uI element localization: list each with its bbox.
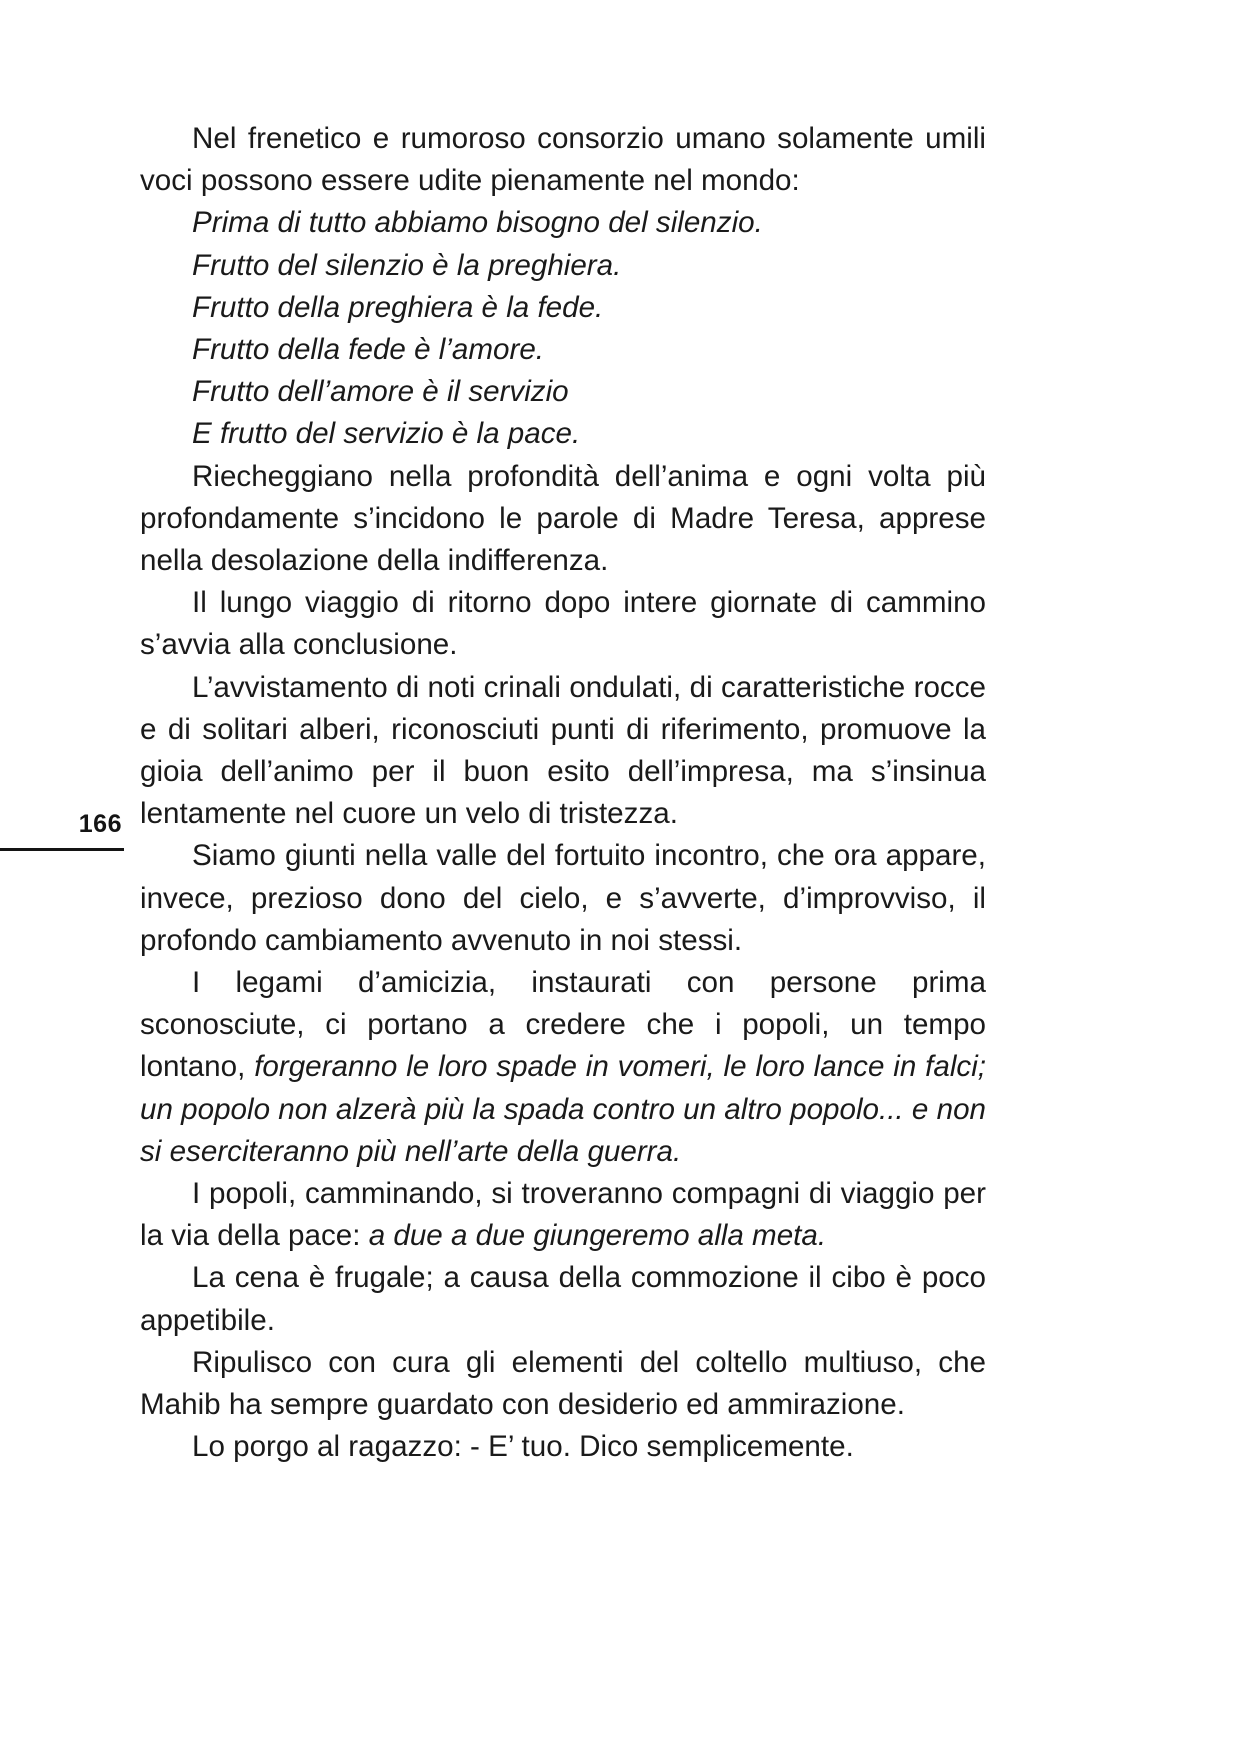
run-italic-quote: a due a due giungeremo alla meta.: [368, 1219, 827, 1253]
verse-line-6: E frutto del servizio è la pace.: [192, 417, 581, 451]
run-italic-quote: forgeranno le loro spade in vomeri, le loro lance in falci; un popolo non alzerà più la spada contro un altro popolo... e non si eserciteranno più nell’arte della guerra.: [140, 1050, 987, 1168]
folio-block: [0, 812, 124, 851]
paragraph-porgo: Lo porgo al ragazzo: - E’ tuo. Dico semplicemente.: [192, 1430, 854, 1464]
paragraph-avvistamento: L’avvistamento di noti crinali ondulati, di caratteristiche rocce e di solitari alberi, riconosciuti punti di riferimento, promuove la gioia dell’animo per il buon esito dell’impresa, ma s’insinua lentamente nel cuore un velo di tristezza.: [140, 670, 986, 831]
paragraph-viaggio: Il lungo viaggio di ritorno dopo intere giornate di cammino s’avvia alla conclusione.: [140, 586, 986, 662]
paragraph-legami: [140, 962, 986, 1173]
paragraph-riecheggiano: Riecheggiano nella profondità dell’anima e ogni volta più profondamente s’incidono le parole di Madre Teresa, apprese nella desolazione della indifferenza.: [140, 459, 986, 578]
page-number: 166: [78, 810, 122, 838]
paragraph-valle: Siamo giunti nella valle del fortuito incontro, che ora appare, invece, prezioso dono del cielo, e s’avverte, d’improvviso, il profondo cambiamento avvenuto in noi stessi.: [140, 839, 986, 957]
paragraph-ripulisco: Ripulisco con cura gli elementi del coltello multiuso, che Mahib ha sempre guardato con desiderio ed ammirazione.: [140, 1345, 986, 1422]
run-roman: I popoli, camminando, si troveranno compagni di viaggio per la via della pace:: [140, 1177, 986, 1253]
paragraph-intro: Nel frenetico e rumoroso consorzio umano solamente umili voci possono essere udite pienamente nel mondo:: [140, 122, 986, 198]
paragraph-popoli: [140, 1173, 986, 1257]
run-roman: I legami d’amicizia, instaurati con persone prima sconosciute, ci portano a credere che i popoli, un tempo lontano,: [140, 966, 986, 1084]
verse-line-2: Frutto del silenzio è la preghiera.: [192, 248, 622, 282]
verse-line-4: Frutto della fede è l’amore.: [192, 333, 545, 367]
verse-line-5: Frutto dell’amore è il servizio: [192, 375, 569, 409]
verse-line-3: Frutto della preghiera è la fede.: [192, 290, 604, 324]
text-column: [140, 118, 986, 1469]
paragraph-cena: La cena è frugale; a causa della commozione il cibo è poco appetibile.: [140, 1261, 986, 1337]
folio-rule: [0, 848, 124, 851]
verse-line-1: Prima di tutto abbiamo bisogno del silenzio.: [192, 206, 763, 240]
